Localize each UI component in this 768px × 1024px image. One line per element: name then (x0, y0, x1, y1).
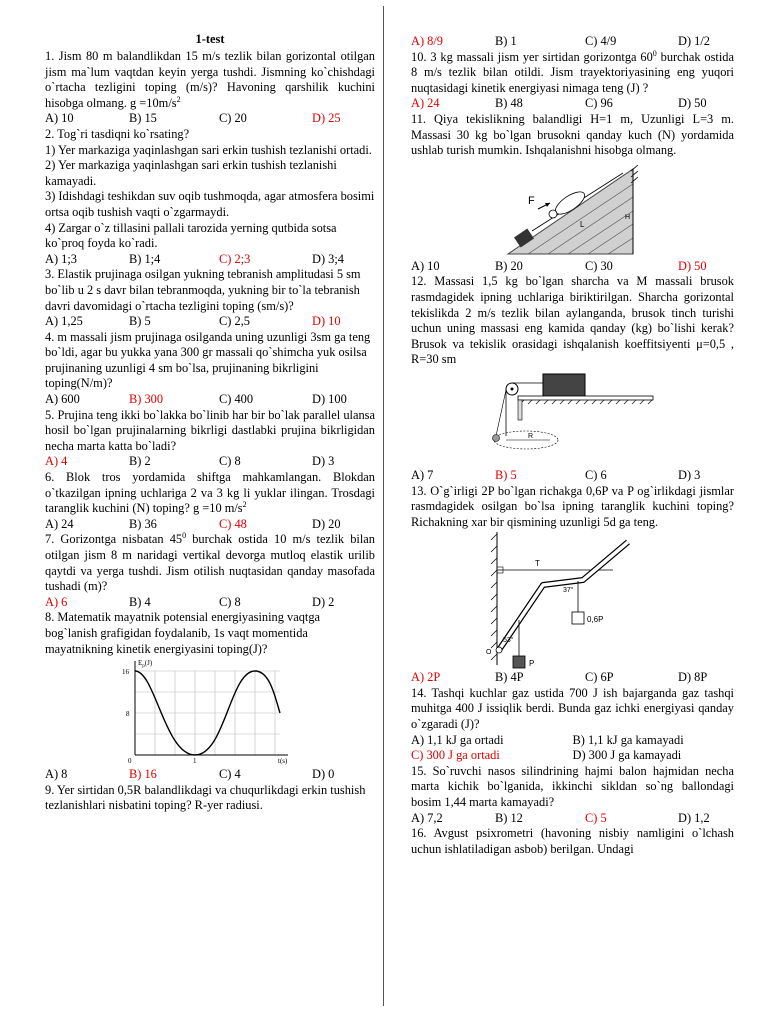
option-answer[interactable]: D) 25 (312, 111, 341, 126)
option[interactable]: D) 1/2 (678, 34, 711, 48)
svg-text:T: T (534, 559, 540, 569)
option[interactable]: B) 5 (129, 314, 151, 329)
option[interactable]: B) 20 (495, 258, 523, 273)
option[interactable]: A) 24 (45, 516, 74, 531)
options-13 (411, 670, 734, 686)
option[interactable]: D) 100 (312, 392, 347, 407)
option-answer[interactable]: C) 300 J ga ortadi (411, 748, 500, 763)
option-answer[interactable]: C) 5 (585, 810, 607, 825)
statement: 2) Yer markaziga yaqinlashgan sari erkin tushish tezlanishi kamayadi. (45, 158, 337, 188)
option-answer[interactable]: C) 48 (219, 516, 247, 531)
option[interactable]: C) 2,5 (219, 314, 250, 329)
question-13: 13. O`g`irligi 2P bo`lgan richakga 0,6P va P og`irlikdagi jismlar rasmdagidek osilgan bo`lsa ipning taranglik kuchini toping? Richakning xar bir qismining uzunligi 5d ga teng. (411, 483, 734, 529)
option[interactable]: A) 1,25 (45, 314, 83, 329)
option-answer[interactable]: C) 2;3 (219, 251, 251, 266)
question-15: 15. So`ruvchi nasos silindrining hajmi balon hajmidan necha marta kichik bo`lganida, ikkinchi sikldan so`ng ballondagi bosim 1,44 marta kamayadi? (411, 763, 734, 810)
option[interactable]: C) 6 (585, 467, 607, 482)
option[interactable]: B) 1 (495, 34, 517, 48)
option[interactable]: A) 1;3 (45, 251, 78, 266)
option[interactable]: D) 3 (312, 454, 335, 469)
svg-text:H: H (624, 213, 630, 221)
lever-svg (483, 530, 663, 670)
option[interactable]: D) 2 (312, 594, 335, 609)
page-title: 1-test (195, 32, 225, 46)
question-4: 4. m massali jism prujinaga osilganda uning uzunligi 3sm ga teng bo`ldi, agar bu yukka yana 300 gr massali qo`shimcha yuk osilsa prujinaning uzunligi 4 sm bo`lsa, prujinaning bikrligini toping(N/m)? (45, 329, 371, 391)
option[interactable]: B) 2 (129, 454, 151, 469)
option[interactable]: A) 8 (45, 767, 68, 782)
svg-text:R: R (527, 432, 533, 440)
question-5: 5. Prujina teng ikki bo`lakka bo`linib har bir bo`lak parallel ulansa hosil bo`lgan prujinalarning bikrligi dastlabki prujina bikrligidan necha marta katta bo`ladi? (45, 407, 375, 453)
option[interactable]: A) 7 (411, 467, 434, 482)
options-9 (411, 34, 734, 50)
option[interactable]: C) 8 (219, 594, 241, 609)
options-15 (411, 811, 734, 827)
option[interactable]: B) 1,1 kJ ga kamayadi (572, 732, 684, 747)
options-14-row1 (411, 733, 734, 749)
option[interactable]: D) 3;4 (312, 251, 345, 266)
options-12 (411, 468, 734, 484)
option[interactable]: D) 300 J ga kamayadi (572, 748, 682, 763)
options-2 (45, 252, 375, 268)
svg-text:P: P (528, 659, 534, 669)
option[interactable]: D) 0 (312, 767, 335, 782)
question-7: 7. Gorizontga nisbatan $45^0$ burchak ostida 10 m/s tezlik bilan otilgan jism 8 m naridagi vertikal devorga mutloq elastik urilib qaytdi va yerga tushdi. Jism otilish nuqtasidan qanday masofada tushadi (m)? (45, 531, 375, 594)
option[interactable]: C) 6P (585, 670, 614, 685)
option[interactable]: C) 30 (585, 258, 613, 273)
right-column (411, 34, 734, 857)
options-6 (45, 517, 375, 533)
option-answer[interactable]: A) 24 (411, 96, 440, 111)
svg-text:O: O (485, 649, 491, 657)
options-4 (45, 392, 375, 408)
question-10: 10. 3 kg massali jism yer sirtidan gorizontga $60^0$ burchak ostida 8 m/s tezlik bilan otildi. Jism trayektoriyasining eng yuqori nuqtasidagi kinetik energiyasi nimaga teng (J) ? (411, 48, 734, 95)
option-answer[interactable]: A) 2P (411, 670, 441, 685)
option[interactable]: C) 8 (219, 454, 241, 469)
option[interactable]: A) 10 (411, 258, 440, 273)
option-answer[interactable]: D) 10 (312, 314, 341, 329)
statement: 4) Zargar o`z tillasini pallali tarozida yerning qutbida sotsa ko`proq foyda ko`radi. (45, 220, 337, 251)
option[interactable]: B) 36 (129, 516, 157, 531)
options-5 (45, 454, 375, 470)
statement: 3) Idishdagi teshikdan suv oqib tushmoqda, agar atmosfera bosimi ortsa oqib tushish vaqti o`zgarmaydi. (45, 189, 375, 219)
pulley-figure (411, 368, 734, 468)
energy-graph-svg (120, 657, 300, 767)
svg-text:t(s): t(s) (278, 757, 288, 766)
option[interactable]: C) 96 (585, 96, 613, 111)
option-answer[interactable]: B) 300 (129, 392, 164, 407)
svg-text:L: L (579, 219, 584, 229)
question-16: 16. Avgust psixrometri (havoning nisbiy namligini o`lchash uchun ishlatiladigan asbob) berilgan. Undagi (411, 826, 734, 856)
options-7 (45, 595, 375, 611)
left-column (45, 32, 375, 814)
option[interactable]: A) 1,1 kJ ga ortadi (411, 732, 504, 747)
column-divider (383, 6, 384, 1006)
option[interactable]: C) 400 (219, 392, 254, 407)
pulley-svg (488, 368, 658, 468)
option[interactable]: D) 20 (312, 516, 341, 531)
option[interactable]: B) 15 (129, 111, 157, 126)
energy-graph (45, 657, 375, 767)
option[interactable]: D) 8P (678, 670, 708, 685)
question-14: 14. Tashqi kuchlar gaz ustida 700 J ish bajarganda gaz tashqi muhitga 400 J issiqlik berdi. Bunda gaz ichki energiyasi qanday o`zgaradi (J)? (411, 685, 734, 732)
question-3: 3. Elastik prujinaga osilgan yukning tebranish amplitudasi 5 sm bo`lib u 2 s davr bilan tebranmoqda, yukning bir to`la tebranish davri davomidagi o`rtacha tezligini toping (sm/s)? (45, 267, 361, 313)
question-8: 8. Matematik mayatnik potensial energiyasining vaqtga bog`lanish grafigidan foydalanib, 1s vaqt momentida mayatnikning kinetik energiyasini toping(J)? (45, 610, 321, 656)
option[interactable]: B) 12 (495, 810, 523, 825)
question-6: 6. Blok tros yordamida shiftga mahkamlangan. Blokdan o`tkazilgan ipning uchlariga 2 va 3 kg li yuklar ilingan. Trosdagi taranglik kuchini (N) toping? g =10 $m/s^2$ (45, 470, 375, 516)
option[interactable]: B) 1;4 (129, 251, 161, 266)
option-answer[interactable]: B) 16 (129, 767, 157, 782)
option[interactable]: C) 4/9 (585, 34, 617, 48)
question-2: 2. Tog`ri tasdiqni ko`rsating? (45, 126, 190, 141)
lever-figure (411, 530, 734, 670)
option[interactable]: A) 600 (45, 392, 80, 407)
option[interactable]: A) 10 (45, 111, 74, 126)
option[interactable]: C) 4 (219, 767, 241, 782)
option[interactable]: A) 7,2 (411, 810, 443, 825)
option[interactable]: D) 1,2 (678, 810, 710, 825)
svg-text:F: F (527, 194, 535, 207)
incline-svg (498, 159, 648, 259)
option-answer[interactable]: A) 4 (45, 454, 68, 469)
options-3 (45, 314, 375, 330)
option[interactable]: B) 48 (495, 96, 523, 111)
options-11 (411, 259, 734, 275)
svg-text:0: 0 (128, 757, 132, 766)
question-12: 12. Massasi 1,5 kg bo`lgan sharcha va M massali brusok rasmdagidek ipning uchlariga biriktirilgan. Sharcha gorizontal tekislikda 2 m/s tezlik bilan aylanganda, brusok tinch turishi uchun uning massasi eng kamida qanday (kg) bo`lishi kerak? Brusok va tekislik orasidagi ishqalanish koeffitsiyenti μ=0,5 , R=30 sm (411, 274, 734, 367)
option[interactable]: D) 50 (678, 96, 707, 111)
option-answer[interactable]: D) 50 (678, 258, 707, 273)
option-answer[interactable]: B) 5 (495, 467, 517, 482)
options-8 (45, 767, 375, 783)
option[interactable]: B) 4P (495, 670, 524, 685)
question-11: 11. Qiya tekislikning balandligi H=1 m, Uzunligi L=3 m. Massasi 30 kg bo`lgan brusokni qanday kuch (N) yordamida ushlab turish mumkin. Ishqalanishni hisobga olmang. (411, 111, 734, 158)
question-1: 1. Jism 80 m balandlikdan 15 m/s tezlik bilan gorizontal otilgan jism ma`lum vaqtdan keyin yerga tushdi. Jismning ko`chishdagi o`rtacha tezligini toping (m/s)? Havoning qarshilik kuchini hisobga olmang. $g =10m/s^2$ (45, 49, 375, 110)
incline-figure (411, 159, 734, 259)
option-answer[interactable]: A) 6 (45, 594, 68, 609)
question-9: 9. Yer sirtidan 0,5R balandlikdagi va chuqurlikdagi erkin tushish tezlanishlari nisbatini toping? R-yer radiusi. (45, 782, 366, 813)
svg-text:8: 8 (126, 710, 130, 719)
svg-text:Ep(J): $E_p(J)$ (138, 659, 153, 670)
svg-text:1: 1 (193, 757, 197, 766)
statement: 1) Yer markaziga yaqinlashgan sari erkin tushish tezlanishi ortadi. (45, 142, 372, 157)
option[interactable]: C) 20 (219, 111, 247, 126)
options-14-row2 (411, 748, 734, 764)
option[interactable]: D) 3 (678, 467, 701, 482)
option-answer[interactable]: A) 8/9 (411, 34, 444, 48)
svg-text:37°: 37° (562, 587, 574, 595)
svg-text:16: 16 (122, 668, 129, 677)
svg-text:0,6P: 0,6P (586, 615, 603, 625)
option[interactable]: B) 4 (129, 594, 151, 609)
options-1 (45, 111, 375, 127)
svg-text:53°: 53° (502, 637, 514, 645)
options-10 (411, 96, 734, 112)
